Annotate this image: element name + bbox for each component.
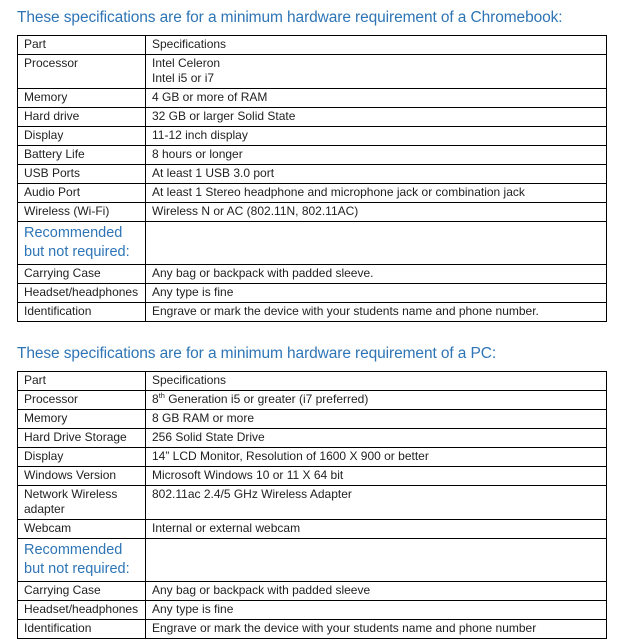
spec-row xyxy=(18,620,607,639)
spec-line: 14” LCD Monitor, Resolution of 1600 X 900 or better xyxy=(152,449,429,463)
spec-line: Internal or external webcam xyxy=(152,521,301,535)
spec-row xyxy=(18,146,607,165)
part-cell: USB Ports xyxy=(18,165,146,184)
part-cell: Memory xyxy=(18,89,146,108)
spec-row xyxy=(18,448,607,467)
part-cell: Hard drive xyxy=(18,108,146,127)
spec-row xyxy=(18,582,607,601)
spec-line: At least 1 USB 3.0 port xyxy=(152,166,275,180)
spec-cell xyxy=(146,601,607,620)
spec-row xyxy=(18,127,607,146)
part-cell: Hard Drive Storage xyxy=(18,429,146,448)
part-cell: Battery Life xyxy=(18,146,146,165)
column-header-part: Part xyxy=(18,372,146,391)
spec-line xyxy=(152,392,600,407)
column-header-part: Part xyxy=(18,36,146,55)
pc-spec-table xyxy=(17,371,607,639)
spec-row xyxy=(18,265,607,284)
spec-row xyxy=(18,391,607,410)
spec-row xyxy=(18,108,607,127)
spec-line: 8 GB RAM or more xyxy=(152,411,255,425)
spec-line: Any bag or backpack with padded sleeve. xyxy=(152,266,374,280)
spec-line: 8 hours or longer xyxy=(152,147,243,161)
part-cell: Network Wireless adapter xyxy=(18,486,146,520)
spec-text: 8 xyxy=(152,392,159,406)
spec-cell xyxy=(146,429,607,448)
table-header-row xyxy=(18,372,607,391)
spec-row xyxy=(18,203,607,222)
spec-cell xyxy=(146,582,607,601)
spec-line: 32 GB or larger Solid State xyxy=(152,109,296,123)
spec-text: Generation i5 or greater (i7 preferred) xyxy=(164,392,369,406)
spec-cell xyxy=(146,55,607,89)
part-cell: Carrying Case xyxy=(18,265,146,284)
spec-row xyxy=(18,55,607,89)
spec-line: 4 GB or more of RAM xyxy=(152,90,268,104)
spec-line: 802.11ac 2.4/5 GHz Wireless Adapter xyxy=(152,487,352,501)
recommended-subheader-row xyxy=(18,539,607,582)
part-cell: Display xyxy=(18,127,146,146)
part-cell: Audio Port xyxy=(18,184,146,203)
spec-row xyxy=(18,165,607,184)
spec-line: 256 Solid State Drive xyxy=(152,430,265,444)
spec-line: Any type is fine xyxy=(152,602,234,616)
pc-section-heading: These specifications are for a minimum hardware requirement of a PC: xyxy=(17,345,497,362)
spec-cell xyxy=(146,467,607,486)
spec-row xyxy=(18,410,607,429)
part-cell: Webcam xyxy=(18,520,146,539)
spec-row xyxy=(18,429,607,448)
table-header-row xyxy=(18,36,607,55)
spec-line: Engrave or mark the device with your students name and phone number xyxy=(152,621,537,635)
spec-cell xyxy=(146,448,607,467)
part-cell: Processor xyxy=(18,391,146,410)
chromebook-spec-table xyxy=(17,35,607,322)
part-cell: Carrying Case xyxy=(18,582,146,601)
spec-cell xyxy=(146,222,607,265)
spec-cell xyxy=(146,89,607,108)
superscript-text: th xyxy=(158,391,165,400)
spec-line: Any type is fine xyxy=(152,285,234,299)
spec-line: Intel i5 or i7 xyxy=(152,71,215,85)
spec-row xyxy=(18,184,607,203)
spec-cell xyxy=(146,486,607,520)
spec-cell xyxy=(146,539,607,582)
column-header-specifications: Specifications xyxy=(146,372,607,391)
spec-row xyxy=(18,467,607,486)
spec-cell xyxy=(146,284,607,303)
part-cell: Windows Version xyxy=(18,467,146,486)
spec-cell xyxy=(146,620,607,639)
part-cell: Headset/headphones xyxy=(18,284,146,303)
spec-row xyxy=(18,520,607,539)
pc-table-body xyxy=(18,391,607,639)
part-cell: Memory xyxy=(18,410,146,429)
section-pc xyxy=(17,344,607,639)
spec-row xyxy=(18,89,607,108)
part-cell: Identification xyxy=(18,303,146,322)
spec-cell xyxy=(146,520,607,539)
part-cell: Wireless (Wi-Fi) xyxy=(18,203,146,222)
spec-line: Microsoft Windows 10 or 11 X 64 bit xyxy=(152,468,344,482)
spec-line: Any bag or backpack with padded sleeve xyxy=(152,583,371,597)
column-header-specifications: Specifications xyxy=(146,36,607,55)
part-cell: Processor xyxy=(18,55,146,89)
chromebook-section-heading: These specifications are for a minimum hardware requirement of a Chromebook: xyxy=(17,9,563,26)
spec-line: At least 1 Stereo headphone and microphone jack or combination jack xyxy=(152,185,525,199)
spec-row xyxy=(18,303,607,322)
part-cell: Recommended but not required: xyxy=(18,539,146,582)
part-cell: Recommended but not required: xyxy=(18,222,146,265)
spec-row xyxy=(18,486,607,520)
spec-cell xyxy=(146,108,607,127)
spec-cell xyxy=(146,165,607,184)
spec-cell xyxy=(146,184,607,203)
spec-row xyxy=(18,284,607,303)
spec-line: Intel Celeron xyxy=(152,56,221,70)
spec-cell xyxy=(146,127,607,146)
spec-cell xyxy=(146,410,607,429)
spec-cell xyxy=(146,391,607,410)
part-cell: Identification xyxy=(18,620,146,639)
part-cell: Headset/headphones xyxy=(18,601,146,620)
section-chromebook xyxy=(17,8,607,322)
spec-cell xyxy=(146,265,607,284)
spec-cell xyxy=(146,203,607,222)
part-cell: Display xyxy=(18,448,146,467)
recommended-subheader-row xyxy=(18,222,607,265)
spec-cell xyxy=(146,303,607,322)
chromebook-table-body xyxy=(18,55,607,322)
spec-line: Wireless N or AC (802.11N, 802.11AC) xyxy=(152,204,359,218)
spec-line: 11-12 inch display xyxy=(152,128,248,142)
spec-cell xyxy=(146,146,607,165)
spec-line: Engrave or mark the device with your students name and phone number. xyxy=(152,304,539,318)
spec-row xyxy=(18,601,607,620)
